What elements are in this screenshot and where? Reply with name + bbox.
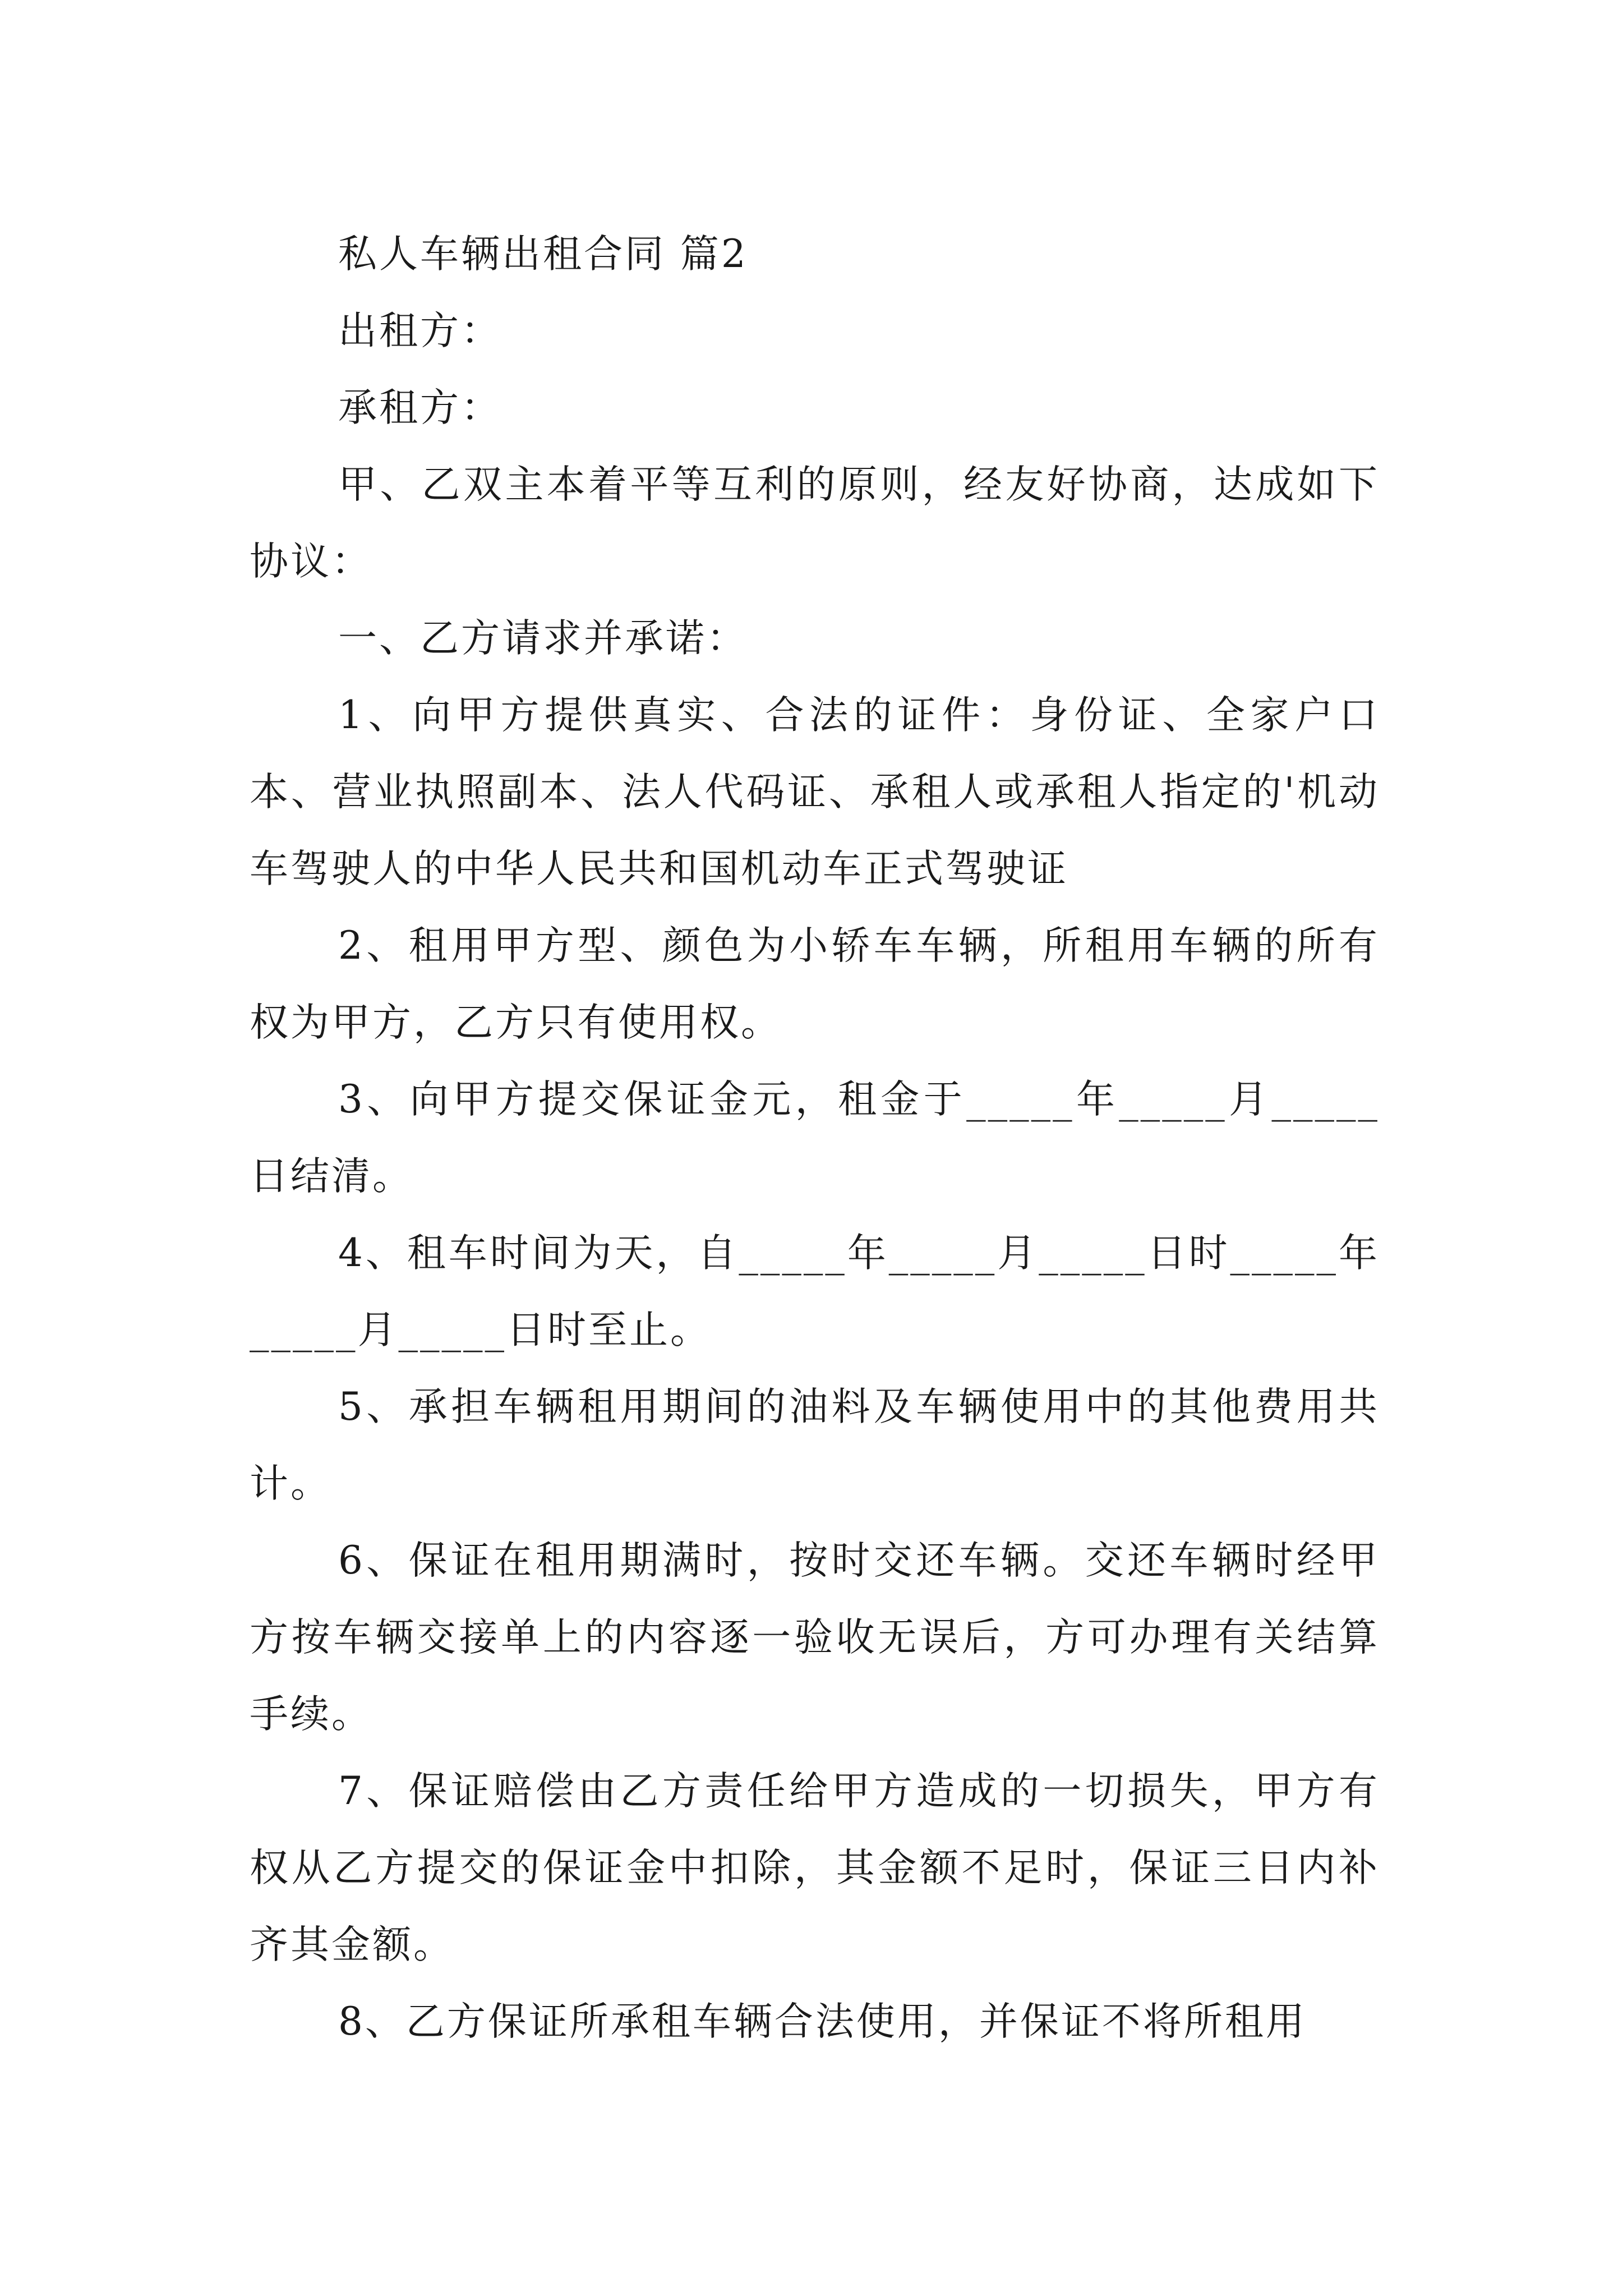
clause-1: 1、向甲方提供真实、合法的证件：身份证、全家户口本、营业执照副本、法人代码证、承租人或承租人指定的'机动车驾驶人的中华人民共和国机动车正式驾驶证: [250, 693, 1380, 891]
clause-7: 7、保证赔偿由乙方责任给甲方造成的一切损失，甲方有权从乙方提交的保证金中扣除，其金额不足时，保证三日内补齐其金额。: [250, 1769, 1380, 1967]
lessor-line: 出租方：: [338, 309, 502, 353]
document-body: [250, 216, 1380, 2060]
document-title: 私人车辆出租合同 篇2: [338, 232, 748, 277]
clause-5: 5、承担车辆租用期间的油料及车辆使用中的其他费用共计。: [250, 1384, 1380, 1506]
section-heading: 一、乙方请求并承诺：: [338, 616, 748, 661]
lessee-line: 承租方：: [338, 385, 502, 430]
clause-3: 3、向甲方提交保证金元，租金于_____年_____月_____日结清。: [250, 1077, 1380, 1199]
clause-6: 6、保证在租用期满时，按时交还车辆。交还车辆时经甲方按车辆交接单上的内容逐一验收无误后，方可办理有关结算手续。: [250, 1538, 1380, 1737]
clause-2: 2、租用甲方型、颜色为小轿车车辆，所租用车辆的所有权为甲方，乙方只有使用权。: [250, 923, 1380, 1045]
clause-8: 8、乙方保证所承租车辆合法使用，并保证不将所租用: [338, 1999, 1307, 2044]
agreement-intro: 甲、乙双主本着平等互利的原则，经友好协商，达成如下协议：: [250, 462, 1380, 584]
clause-4: 4、租车时间为天，自_____年_____月_____日时_____年_____月_____日时至止。: [250, 1231, 1380, 1352]
